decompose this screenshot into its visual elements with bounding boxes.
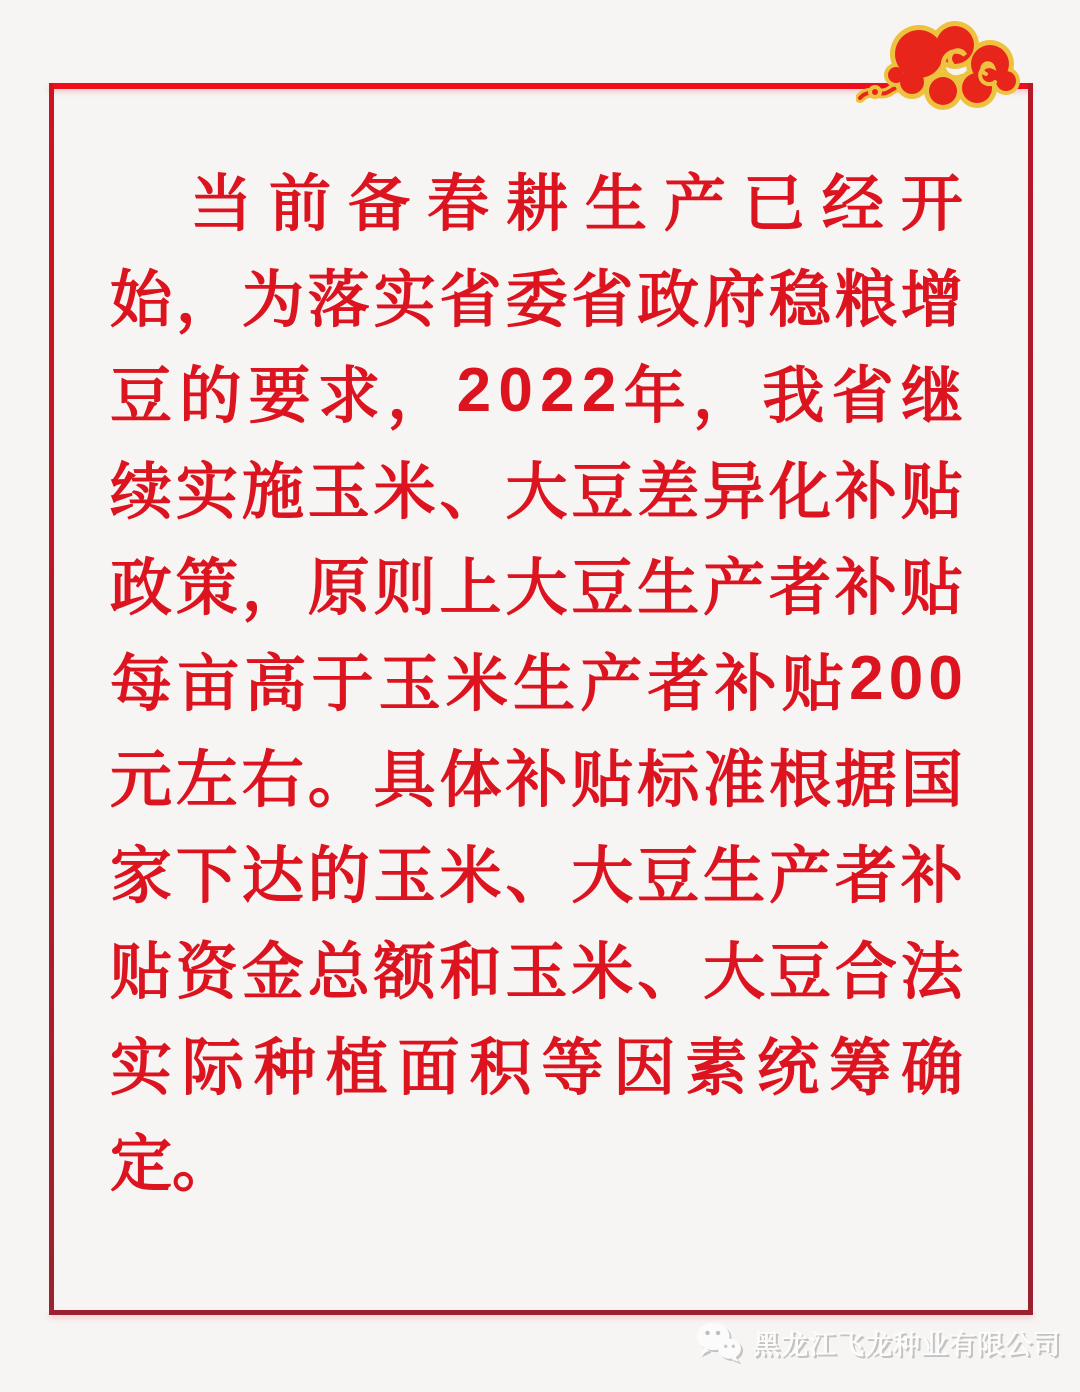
watermark-company-name: 黑龙江飞龙种业有限公司 [753, 1329, 1061, 1360]
article-line: 贴 资 金 总 额 和 玉 米 、 大 豆 合 法 [110, 937, 963, 1007]
article-line: 定。 [110, 1129, 235, 1199]
frame-left-edge [49, 83, 54, 1315]
auspicious-cloud-icon [856, 18, 1038, 114]
frame-right-edge [1028, 83, 1033, 1315]
article-line: 每 亩 高 于 玉 米 生 产 者 补 贴 2 0 0 [110, 643, 963, 719]
article-line: 当 前 备 春 耕 生 产 已 经 开 [190, 169, 963, 239]
article-line: 政 策 ， 原 则 上 大 豆 生 产 者 补 贴 [110, 553, 963, 623]
article-line: 家 下 达 的 玉 米 、 大 豆 生 产 者 补 [110, 841, 963, 911]
article-line: 豆 的 要 求 ， 2 0 2 2 年 ， 我 省 继 [110, 355, 963, 431]
wechat-icon [694, 1320, 744, 1364]
article-line: 元 左 右 。 具 体 补 贴 标 准 根 据 国 [110, 745, 963, 815]
article-line: 续 实 施 玉 米 、 大 豆 差 异 化 补 贴 [110, 457, 963, 527]
article-line: 始 ， 为 落 实 省 委 省 政 府 稳 粮 增 [110, 265, 963, 335]
watermark [694, 1320, 1061, 1364]
frame-bottom-edge [49, 1310, 1033, 1315]
article-line: 实 际 种 植 面 积 等 因 素 统 筹 确 [110, 1033, 963, 1103]
article-paragraph [110, 150, 963, 1206]
